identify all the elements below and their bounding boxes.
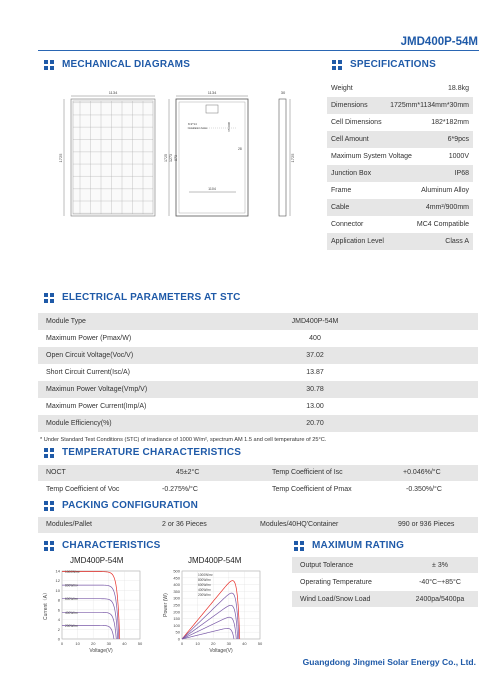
plot-area <box>62 571 140 639</box>
pmax-coef-label: Temp Coefficient of Pmax <box>272 486 352 493</box>
grid-icon <box>44 448 54 458</box>
y-tick-label: 6 <box>57 607 60 613</box>
series-label: 600W/m² <box>65 597 78 602</box>
y-tick-label: 50 <box>175 629 180 635</box>
iv-curve-chart <box>40 565 150 655</box>
iv-chart-title: JMD400P-54M <box>70 556 124 565</box>
y-tick-label: 10 <box>55 587 60 593</box>
x-tick-label: 20 <box>90 641 96 646</box>
series-label: 800W/m² <box>198 578 211 582</box>
y-tick-label: 0 <box>57 636 60 642</box>
container-value: 990 or 936 Pieces <box>398 521 455 528</box>
x-axis-label: Voltage(V) <box>89 648 113 654</box>
stc-row-max-power: Maximum Power (Pmax/W) 400 <box>46 335 321 342</box>
x-tick-label: 50 <box>137 641 143 646</box>
voc-coef-value: -0.275%/°C <box>162 486 198 493</box>
x-tick-label: 30 <box>106 641 112 646</box>
series-label: 1000W/m² <box>65 570 80 575</box>
y-axis-label: Current（A） <box>43 589 49 621</box>
spec-row-weight: Weight 18.8kg <box>331 85 469 92</box>
noct-value: 45±2°C <box>176 469 200 476</box>
grid-icon <box>44 60 54 70</box>
svg-text:1104: 1104 <box>208 187 216 191</box>
section-title: SPECIFICATIONS <box>350 59 436 70</box>
stc-row-imp: Maximum Power Current(Imp/A) 13.00 <box>46 403 324 410</box>
y-axis-label: Power (W) <box>163 593 169 617</box>
packing-row <box>38 517 478 533</box>
stc-note: * Under Standard Test Conditions (STC) of irradiance of 1000 W/m², spectrum AM 1.5 and cell temperature of 25°C. <box>40 437 327 443</box>
pmax-coef-value: -0.350%/°C <box>406 486 442 493</box>
svg-text:30: 30 <box>280 90 286 95</box>
grid-icon <box>294 541 304 551</box>
series-label: 600W/m² <box>198 583 211 587</box>
svg-text:Installation holes: Installation holes <box>188 127 208 130</box>
dim-height-label: 1725 <box>58 153 63 163</box>
spec-row-application-level: Application Level Class A <box>327 233 473 250</box>
svg-text:28: 28 <box>238 147 242 151</box>
y-tick-label: 14 <box>55 568 60 574</box>
spec-row-cable: Cable 4mm²/900mm <box>327 199 473 216</box>
series-label: 1000W/m² <box>198 573 213 577</box>
noct-label: NOCT <box>46 469 66 476</box>
stc-row-isc: Short Circuit Current(Isc/A) 13.87 <box>46 369 324 376</box>
stc-row-voc: Open Circuit Voltage(Voc/V) 37.02 <box>38 347 478 364</box>
grid-icon <box>44 293 54 303</box>
panel-side-view <box>279 90 295 216</box>
x-tick-label: 0 <box>60 641 64 646</box>
y-tick-label: 0 <box>177 636 180 642</box>
pv-chart-title: JMD400P-54M <box>188 556 242 565</box>
junction-box <box>206 105 218 113</box>
spec-row-connector: Connector MC4 Compatible <box>331 221 469 228</box>
x-tick-label: 50 <box>257 641 263 646</box>
x-tick-label: 40 <box>242 641 247 646</box>
section-title: TEMPERATURE CHARACTERISTICS <box>62 447 242 458</box>
isc-coef-value: +0.046%/°C <box>403 469 441 476</box>
model-title: JMD400P-54M <box>400 36 478 48</box>
pv-curve-chart <box>160 565 272 655</box>
x-tick-label: 10 <box>195 641 200 646</box>
x-axis-label: Voltage(V) <box>209 648 233 654</box>
section-title: CHARACTERISTICS <box>62 540 161 551</box>
y-tick-label: 250 <box>173 602 180 608</box>
grid-icon <box>44 501 54 511</box>
grid-icon <box>44 541 54 551</box>
spec-row-cell-amount: Cell Amount 6*9pcs <box>327 131 473 148</box>
y-tick-label: 4 <box>57 617 60 623</box>
temp-row-1 <box>38 465 478 481</box>
mechanical-diagram <box>38 78 298 223</box>
y-tick-label: 150 <box>173 616 180 622</box>
pallet-label: Modules/Pallet <box>46 521 92 528</box>
panel-back-view <box>164 90 248 216</box>
y-tick-label: 500 <box>173 568 180 574</box>
section-mechanical-diagrams <box>44 59 190 70</box>
section-electrical <box>44 292 241 303</box>
series-label: 800W/m² <box>65 583 78 588</box>
svg-text:1273: 1273 <box>169 154 173 162</box>
stc-row-efficiency: Module Efficiency(%) 20.70 <box>38 415 478 432</box>
spec-row-junction-box: Junction Box IP68 <box>327 165 473 182</box>
y-tick-label: 8 <box>57 597 60 603</box>
series-label: 400W/m² <box>65 610 78 615</box>
x-tick-label: 10 <box>75 641 80 646</box>
stc-row-module-type: Module Type JMD400P-54M <box>38 313 478 330</box>
spec-row-cell-dimensions: Cell Dimensions 182*182mm <box>331 119 469 126</box>
panel-front-view <box>58 90 155 216</box>
section-title: PACKING CONFIGURATION <box>62 500 199 511</box>
header-divider <box>38 50 479 51</box>
y-tick-label: 300 <box>173 595 180 601</box>
section-title: MAXIMUM RATING <box>312 540 405 551</box>
y-tick-label: 2 <box>57 626 60 632</box>
company-name: Guangdong Jingmei Solar Energy Co., Ltd. <box>302 657 476 667</box>
svg-text:873: 873 <box>174 155 178 161</box>
max-rating-row-tolerance: Output Tolerance ± 3% <box>292 557 478 573</box>
spec-row-frame: Frame Aluminum Alloy <box>331 187 469 194</box>
y-tick-label: 350 <box>173 588 180 594</box>
series-label: 200W/m² <box>198 593 211 597</box>
series-label: 200W/m² <box>65 623 78 628</box>
dim-width-label: 1134 <box>108 90 118 95</box>
section-max-rating <box>294 540 404 551</box>
y-tick-label: 400 <box>173 582 180 588</box>
spec-row-max-system-voltage: Maximum System Voltage 1000V <box>331 153 469 160</box>
section-title: ELECTRICAL PARAMETERS AT STC <box>62 292 241 303</box>
stc-row-vmp: Maximun Power Voltage(Vmp/V) 30.78 <box>38 381 478 398</box>
pallet-value: 2 or 36 Pieces <box>162 521 207 528</box>
svg-text:1134: 1134 <box>207 90 217 95</box>
section-characteristics <box>44 540 161 551</box>
y-tick-label: 200 <box>173 609 180 615</box>
x-tick-label: 20 <box>210 641 216 646</box>
x-tick-label: 40 <box>122 641 127 646</box>
svg-text:900mm: 900mm <box>227 122 231 133</box>
x-tick-label: 0 <box>180 641 184 646</box>
section-specifications <box>332 59 436 70</box>
x-tick-label: 30 <box>226 641 232 646</box>
y-tick-label: 450 <box>173 575 180 581</box>
grid-icon <box>332 60 342 70</box>
max-rating-row-temperature: Operating Temperature -40°C~+85°C <box>300 578 461 586</box>
max-rating-row-load: Wind Load/Snow Load 2400pa/5400pa <box>292 591 478 607</box>
container-label: Modules/40HQ'Container <box>260 521 339 528</box>
svg-text:1725: 1725 <box>290 153 295 163</box>
svg-text:8-9*14: 8-9*14 <box>188 122 197 126</box>
section-title: MECHANICAL DIAGRAMS <box>62 59 191 70</box>
y-tick-label: 12 <box>55 578 60 584</box>
section-packing <box>44 500 198 511</box>
section-temperature <box>44 447 241 458</box>
series-label: 400W/m² <box>198 588 211 592</box>
temp-row-2 <box>38 482 478 498</box>
svg-text:1725: 1725 <box>164 154 168 162</box>
voc-coef-label: Temp Coefficient of Voc <box>46 486 120 493</box>
y-tick-label: 100 <box>173 622 180 628</box>
isc-coef-label: Temp Coefficient of Isc <box>272 469 343 476</box>
spec-row-dimensions: Dimensions 1725mm*1134mm*30mm <box>327 97 473 114</box>
